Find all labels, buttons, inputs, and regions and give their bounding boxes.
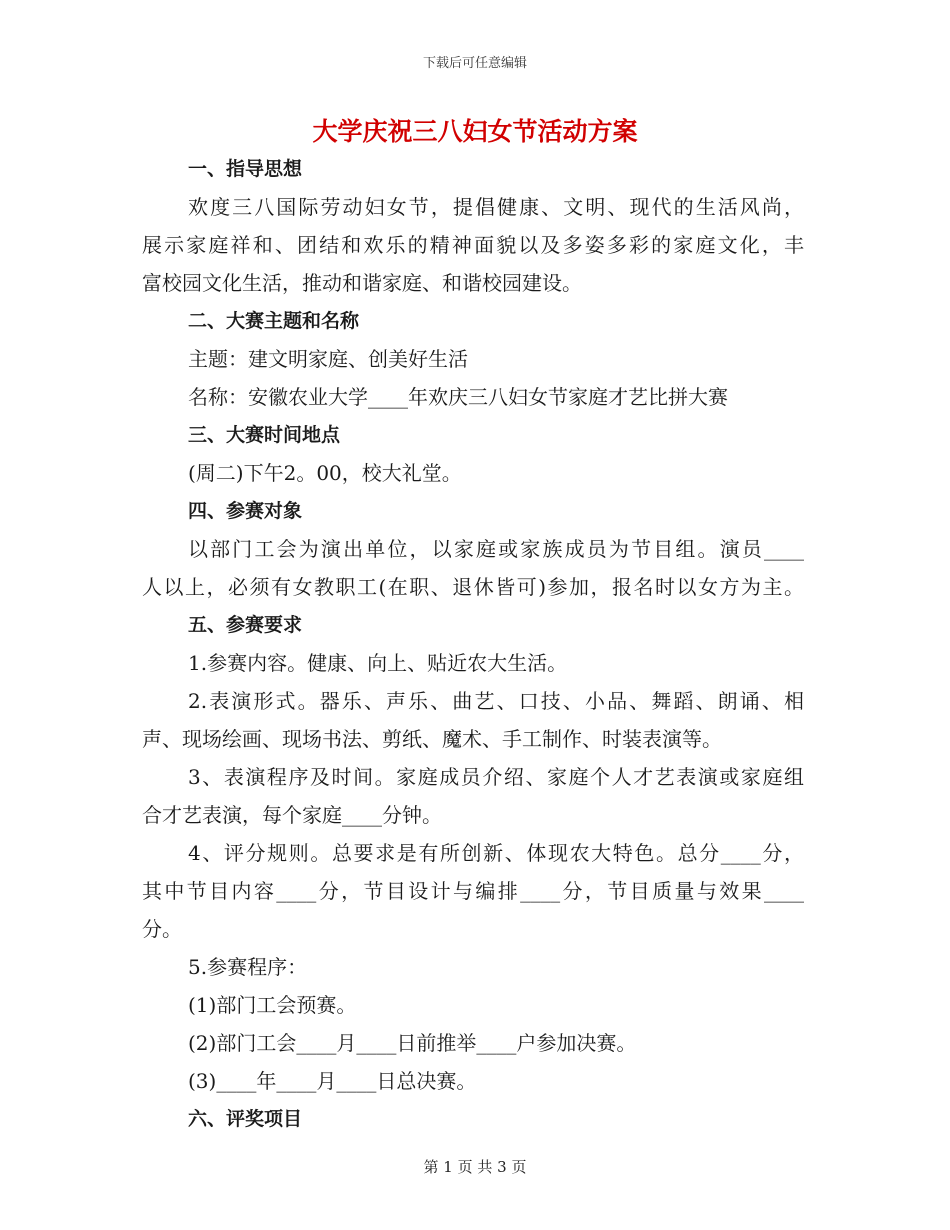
section-heading: 四、参赛对象 bbox=[188, 500, 303, 522]
section-heading: 六、评奖项目 bbox=[188, 1108, 303, 1130]
paragraph-line: (3)____年____月____日总决赛。 bbox=[188, 1069, 477, 1093]
paragraph-line: 2.表演形式。器乐、声乐、曲艺、口技、小品、舞蹈、朗诵、相 bbox=[188, 689, 804, 713]
section-heading: 一、指导思想 bbox=[188, 158, 303, 180]
paragraph-line: (1)部门工会预赛。 bbox=[188, 993, 357, 1017]
paragraph-line: (周二)下午2。00，校大礼堂。 bbox=[188, 461, 462, 485]
paragraph-line: 4、评分规则。总要求是有所创新、体现农大特色。总分____分， bbox=[188, 841, 804, 865]
paragraph-line: 人以上，必须有女教职工(在职、退休皆可)参加，报名时以女方为主。 bbox=[142, 575, 804, 599]
paragraph-line: 其中节目内容____分，节目设计与编排____分，节目质量与效果____ bbox=[142, 879, 804, 903]
document-title: 大学庆祝三八妇女节活动方案 bbox=[312, 117, 638, 146]
page-footer: 第 1 页 共 3 页 bbox=[423, 1158, 527, 1176]
paragraph-line: 名称：安徽农业大学____年欢庆三八妇女节家庭才艺比拼大赛 bbox=[188, 385, 728, 409]
paragraph-line: 欢度三八国际劳动妇女节，提倡健康、文明、现代的生活风尚， bbox=[188, 195, 804, 219]
paragraph-line: 3、表演程序及时间。家庭成员介绍、家庭个人才艺表演或家庭组 bbox=[188, 765, 804, 789]
document-body bbox=[142, 150, 804, 1138]
section-heading: 五、参赛要求 bbox=[188, 614, 303, 636]
paragraph-line: 分。 bbox=[142, 917, 182, 941]
paragraph-line: 5.参赛程序： bbox=[188, 955, 308, 979]
section-heading: 三、大赛时间地点 bbox=[188, 424, 341, 446]
paragraph-line: 展示家庭祥和、团结和欢乐的精神面貌以及多姿多彩的家庭文化，丰 bbox=[142, 233, 804, 257]
paragraph-line: 声、现场绘画、现场书法、剪纸、魔术、手工制作、时装表演等。 bbox=[142, 727, 722, 751]
paragraph-line: 富校园文化生活，推动和谐家庭、和谐校园建设。 bbox=[142, 271, 582, 295]
paragraph-line: 以部门工会为演出单位，以家庭或家族成员为节目组。演员____ bbox=[188, 537, 804, 561]
paragraph-line: 1.参赛内容。健康、向上、贴近农大生活。 bbox=[188, 651, 568, 675]
section-heading: 二、大赛主题和名称 bbox=[188, 310, 360, 332]
paragraph-line: 合才艺表演，每个家庭____分钟。 bbox=[142, 803, 442, 827]
header-note: 下载后可任意编辑 bbox=[422, 56, 527, 71]
paragraph-line: (2)部门工会____月____日前推举____户参加决赛。 bbox=[188, 1031, 637, 1055]
paragraph-line: 主题：建文明家庭、创美好生活 bbox=[188, 347, 468, 371]
